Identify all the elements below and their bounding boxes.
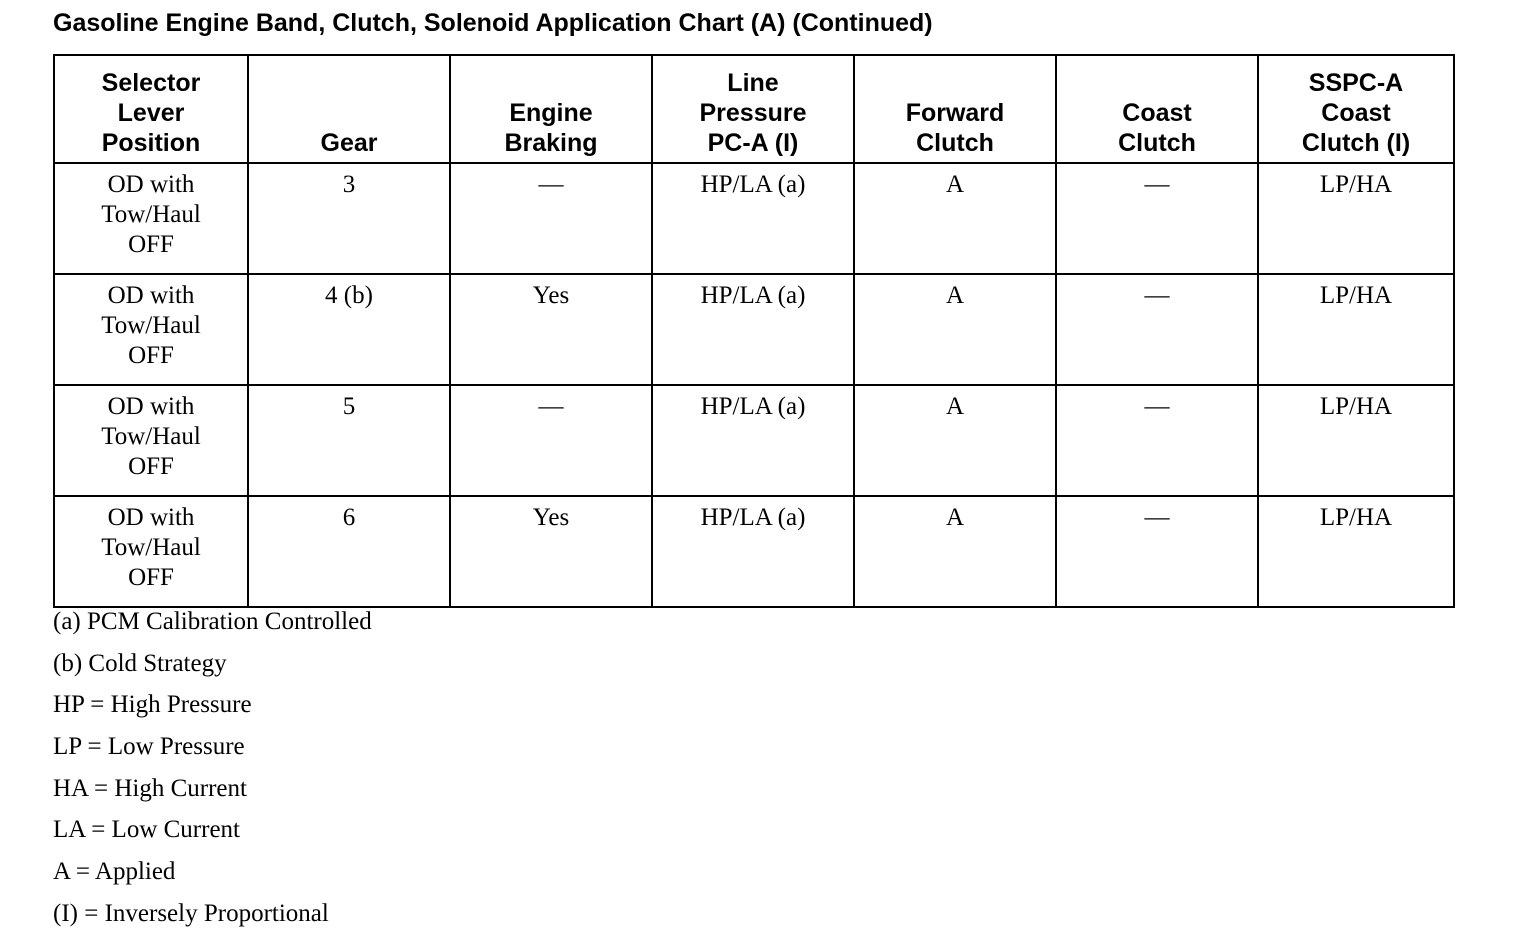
cell-gear: 4 (b): [248, 274, 450, 385]
table-row: [54, 496, 1454, 607]
application-chart-table: [53, 54, 1455, 608]
cell-coast-clutch: —: [1056, 274, 1258, 385]
cell-coast-clutch: —: [1056, 385, 1258, 496]
legend-hp: HP = High Pressure: [53, 691, 252, 719]
cell-position: OD with Tow/Haul OFF: [54, 385, 248, 496]
cell-coast-clutch: —: [1056, 496, 1258, 607]
cell-forward-clutch: A: [854, 163, 1056, 274]
cell-gear: 3: [248, 163, 450, 274]
cell-engine-braking: Yes: [450, 274, 652, 385]
footnotes: [53, 604, 372, 936]
cell-forward-clutch: A: [854, 385, 1056, 496]
cell-gear: 6: [248, 496, 450, 607]
legend-la: LA = Low Current: [53, 816, 240, 844]
header-line-pressure: Line Pressure PC-A (I): [652, 55, 854, 163]
cell-position: OD with Tow/Haul OFF: [54, 274, 248, 385]
cell-engine-braking: —: [450, 385, 652, 496]
header-forward-clutch: Forward Clutch: [854, 55, 1056, 163]
footnote-a: (a) PCM Calibration Controlled: [53, 608, 372, 635]
header-coast-clutch: Coast Clutch: [1056, 55, 1258, 163]
cell-coast-clutch: —: [1056, 163, 1258, 274]
table-row: [54, 274, 1454, 385]
cell-line-pressure: HP/LA (a): [652, 163, 854, 274]
legend-ha: HA = High Current: [53, 774, 247, 802]
cell-forward-clutch: A: [854, 274, 1056, 385]
header-gear: Gear: [248, 55, 450, 163]
cell-forward-clutch: A: [854, 496, 1056, 607]
header-sspc-a-coast-clutch: SSPC-A Coast Clutch (I): [1258, 55, 1454, 163]
cell-sspc-a: LP/HA: [1258, 274, 1454, 385]
cell-sspc-a: LP/HA: [1258, 496, 1454, 607]
header-engine-braking: Engine Braking: [450, 55, 652, 163]
cell-line-pressure: HP/LA (a): [652, 385, 854, 496]
cell-line-pressure: HP/LA (a): [652, 496, 854, 607]
cell-sspc-a: LP/HA: [1258, 163, 1454, 274]
header-row: [54, 55, 1454, 163]
cell-line-pressure: HP/LA (a): [652, 274, 854, 385]
cell-position: OD with Tow/Haul OFF: [54, 163, 248, 274]
header-selector-lever-position: Selector Lever Position: [54, 55, 248, 163]
cell-sspc-a: LP/HA: [1258, 385, 1454, 496]
cell-engine-braking: Yes: [450, 496, 652, 607]
legend-lp: LP = Low Pressure: [53, 733, 245, 761]
cell-position: OD with Tow/Haul OFF: [54, 496, 248, 607]
cell-gear: 5: [248, 385, 450, 496]
footnote-b: (b) Cold Strategy: [53, 649, 227, 677]
table-row: [54, 163, 1454, 274]
table-row: [54, 385, 1454, 496]
cell-engine-braking: —: [450, 163, 652, 274]
legend-i: (I) = Inversely Proportional: [53, 899, 329, 927]
legend-a: A = Applied: [53, 858, 176, 886]
page-title: Gasoline Engine Band, Clutch, Solenoid Application Chart (A) (Continued): [53, 9, 933, 37]
